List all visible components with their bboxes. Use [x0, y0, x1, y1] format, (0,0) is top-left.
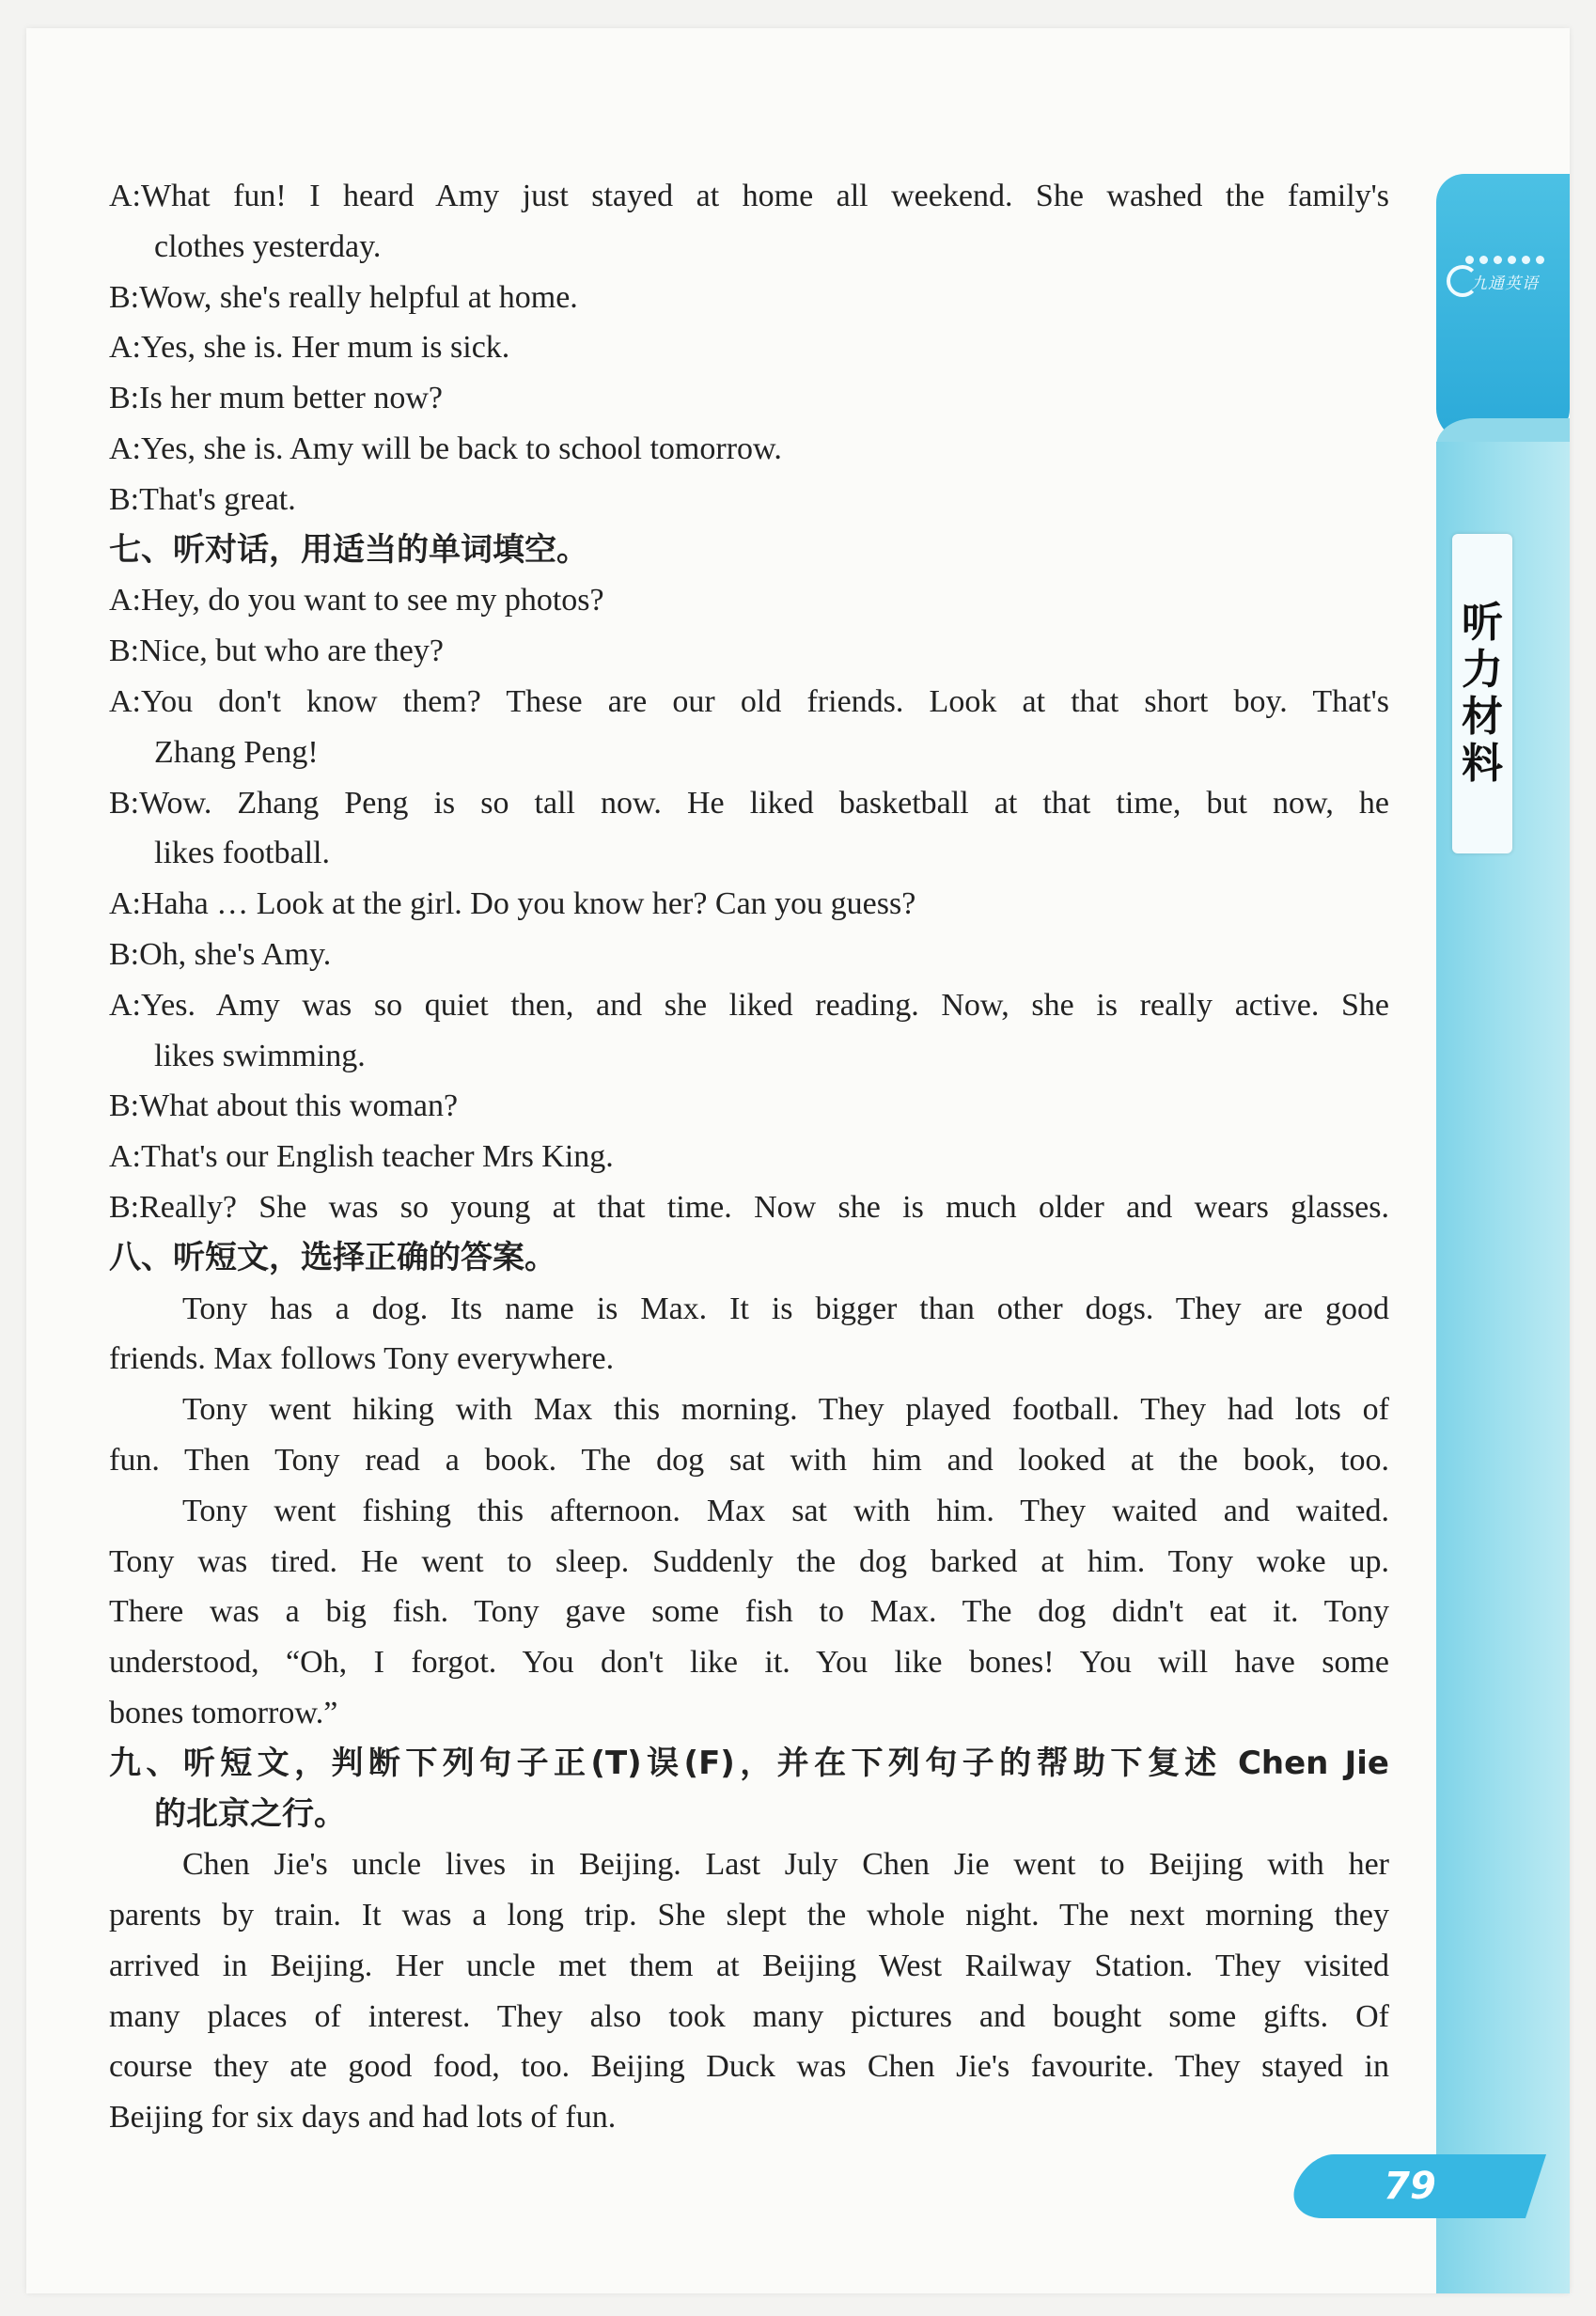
- text-line: B:Wow. Zhang Peng is so tall now. He liked basketball at that time, but now, he: [109, 785, 1389, 821]
- text-line: course they ate good food, too. Beijing Duck was Chen Jie's favourite. They stayed in: [109, 2049, 1389, 2085]
- text-line: B:Wow, she's really helpful at home.: [109, 279, 578, 315]
- text-line: A:You don't know them? These are our old friends. Look at that short boy. That's: [109, 683, 1389, 719]
- text-line: A:Yes, she is. Her mum is sick.: [109, 330, 510, 366]
- text-line: arrived in Beijing. Her uncle met them at Beijing West Railway Station. They visited: [109, 1948, 1389, 1983]
- text-line: clothes yesterday.: [154, 228, 382, 264]
- text-line: Tony has a dog. Its name is Max. It is bigger than other dogs. They are good: [182, 1291, 1389, 1326]
- text-line: B:Nice, but who are they?: [109, 634, 444, 669]
- text-line: understood, “Oh, I forgot. You don't like it. You like bones! You will have some: [109, 1645, 1389, 1681]
- logo-text: 九通英语: [1471, 274, 1539, 293]
- section-title-char: 听: [1462, 599, 1503, 647]
- text-line: B:Is her mum better now?: [109, 381, 444, 416]
- page-number: 79: [1384, 2165, 1436, 2208]
- text-line: Tony went hiking with Max this morning. They played football. They had lots of: [182, 1392, 1389, 1428]
- text-line: Tony went fishing this afternoon. Max sat with him. They waited and waited.: [182, 1493, 1389, 1528]
- text-line: B:Really? She was so young at that time. Now she is much older and wears glasses.: [109, 1189, 1389, 1225]
- section-heading: 的北京之行。: [154, 1794, 346, 1833]
- text-line: A:Haha … Look at the girl. Do you know her? Can you guess?: [109, 886, 916, 922]
- text-line: A:What fun! I heard Amy just stayed at home all weekend. She washed the family's: [109, 179, 1389, 213]
- text-line: There was a big fish. Tony gave some fish to Max. The dog didn't eat it. Tony: [109, 1594, 1389, 1630]
- logo-swirl-icon: [1447, 265, 1479, 297]
- text-line: bones tomorrow.”: [109, 1695, 338, 1730]
- text-line: fun. Then Tony read a book. The dog sat with him and looked at the book, too.: [109, 1442, 1389, 1478]
- brand-logo: [1443, 256, 1560, 321]
- text-line: A:Hey, do you want to see my photos?: [109, 583, 604, 618]
- section-heading: 九、听短文，判断下列句子正(T)误(F)，并在下列句子的帮助下复述 Chen Jie: [109, 1744, 1389, 1782]
- section-heading: 八、听短文，选择正确的答案。: [109, 1238, 556, 1276]
- text-line: Zhang Peng!: [154, 734, 319, 770]
- text-line: B:What about this woman?: [109, 1088, 459, 1124]
- text-line: A:Yes. Amy was so quiet then, and she liked reading. Now, she is really active. She: [109, 987, 1389, 1023]
- text-line: A:That's our English teacher Mrs King.: [109, 1139, 614, 1175]
- section-heading: 七、听对话，用适当的单词填空。: [109, 530, 588, 569]
- section-title-char: 材: [1462, 693, 1503, 741]
- logo-dots: [1465, 256, 1560, 264]
- section-title-char: 力: [1462, 646, 1503, 694]
- text-line: Beijing for six days and had lots of fun.: [109, 2100, 617, 2136]
- text-line: friends. Max follows Tony everywhere.: [109, 1341, 615, 1377]
- section-title-box: [1452, 534, 1512, 853]
- text-line: Chen Jie's uncle lives in Beijing. Last July Chen Jie went to Beijing with her: [182, 1847, 1389, 1883]
- text-line: A:Yes, she is. Amy will be back to school tomorrow.: [109, 430, 782, 466]
- text-line: Tony was tired. He went to sleep. Suddenly the dog barked at him. Tony woke up.: [109, 1543, 1389, 1579]
- text-line: parents by train. It was a long trip. She slept the whole night. The next morning they: [109, 1898, 1389, 1933]
- transcript-body: [109, 171, 1389, 2143]
- text-line: likes football.: [154, 836, 330, 871]
- text-line: B:Oh, she's Amy.: [109, 936, 332, 972]
- section-title-char: 料: [1462, 740, 1503, 788]
- text-line: many places of interest. They also took many pictures and bought some gifts. Of: [109, 1998, 1389, 2034]
- text-line: B:That's great.: [109, 481, 296, 517]
- text-line: likes swimming.: [154, 1038, 366, 1073]
